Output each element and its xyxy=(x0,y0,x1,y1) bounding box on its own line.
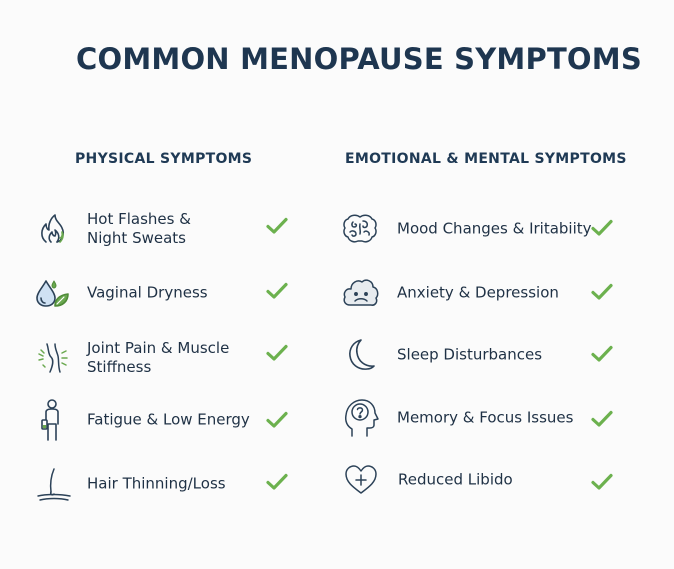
check-icon xyxy=(590,407,614,431)
symptom-label-line2: Night Sweats xyxy=(87,229,186,247)
symptom-row xyxy=(342,398,592,438)
symptom-row xyxy=(343,460,593,500)
symptom-label: Anxiety & Depression xyxy=(397,283,559,302)
symptom-label: Vaginal Dryness xyxy=(87,283,208,302)
symptom-row xyxy=(36,464,256,504)
check-icon xyxy=(265,408,289,432)
sad-cloud-icon xyxy=(341,273,381,313)
head-question-icon xyxy=(342,396,378,440)
water-drop-leaf-icon xyxy=(33,275,69,311)
brain-icon xyxy=(342,211,378,247)
symptom-label: Hot Flashes & xyxy=(87,210,191,228)
symptom-label: Memory & Focus Issues xyxy=(397,408,574,427)
physical-symptoms-heading: PHYSICAL SYMPTOMS xyxy=(75,151,253,167)
symptom-row xyxy=(36,209,256,249)
symptom-label-line2: Stiffness xyxy=(87,358,152,376)
check-icon xyxy=(590,216,614,240)
check-icon xyxy=(590,280,614,304)
symptom-label: Sleep Disturbances xyxy=(397,345,543,364)
page-title: COMMON MENOPAUSE SYMPTOMS xyxy=(76,42,642,76)
check-icon xyxy=(265,214,289,238)
symptom-label: Joint Pain & Muscle xyxy=(87,339,230,357)
check-icon xyxy=(265,470,289,494)
symptom-row xyxy=(36,400,256,440)
check-icon xyxy=(265,279,289,303)
symptom-row xyxy=(33,273,253,313)
heart-plus-icon xyxy=(343,462,379,498)
symptom-label: Fatigue & Low Energy xyxy=(87,410,250,429)
check-icon xyxy=(590,342,614,366)
emotional-symptoms-heading: EMOTIONAL & MENTAL SYMPTOMS xyxy=(345,151,627,167)
symptom-row xyxy=(341,273,591,313)
flame-icon xyxy=(36,211,72,247)
check-icon xyxy=(265,341,289,365)
symptom-label: Reduced Libido xyxy=(398,470,513,489)
symptom-row xyxy=(342,209,592,249)
joint-pain-icon xyxy=(36,340,72,376)
person-low-battery-icon xyxy=(36,398,72,442)
symptom-row xyxy=(36,338,256,378)
check-icon xyxy=(590,470,614,494)
hair-strand-icon xyxy=(36,466,72,502)
crescent-moon-icon xyxy=(343,337,379,373)
symptom-label: Mood Changes & Iritabiity xyxy=(397,219,592,238)
symptom-row xyxy=(343,335,593,375)
symptom-label: Hair Thinning/Loss xyxy=(87,474,226,493)
